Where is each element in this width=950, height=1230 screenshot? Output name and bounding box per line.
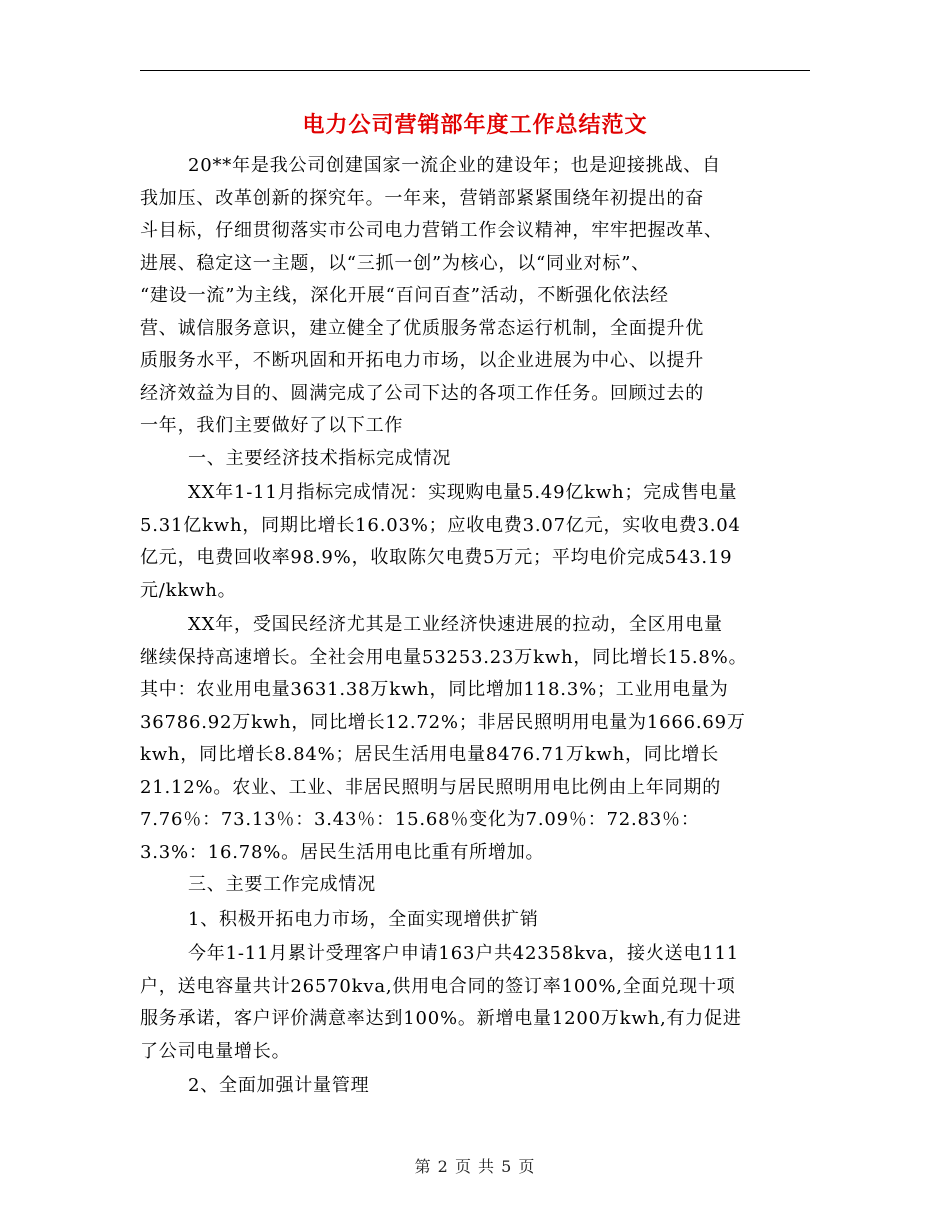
page-footer: 第 2 页 共 5 页 xyxy=(414,1157,536,1176)
body-line: 我加压、改革创新的探究年。一年来，营销部紧紧围绕年初提出的奋 xyxy=(140,187,704,209)
body-line: 元/kkwh。 xyxy=(140,579,237,601)
body-line: 亿元，电费回收率98.9%，收取陈欠电费5万元；平均电价完成543.19 xyxy=(140,547,733,568)
body-line: 5.31亿kwh，同期比增长16.03%；应收电费3.07亿元，实收电费3.04 xyxy=(140,514,741,536)
body-line: 36786.92万kwh，同比增长12.72%；非居民照明用电量为1666.69万 xyxy=(140,711,746,733)
body-line: 20**年是我公司创建国家一流企业的建设年；也是迎接挑战、自 xyxy=(188,155,721,176)
body-line: 7.76％：73.13％：3.43％：15.68％变化为7.09％：72.83％： xyxy=(140,809,700,830)
body-line: 其中：农业用电量3631.38万kwh，同比增加118.3%；工业用电量为 xyxy=(140,679,729,700)
body-line: XX年，受国民经济尤其是工业经济快速进展的拉动，全区用电量 xyxy=(188,614,723,635)
body-line: 3.3%：16.78%。居民生活用电比重有所增加。 xyxy=(140,841,545,863)
body-line: 进展、稳定这一主题，以“三抓一创”为核心，以“同业对标”、 xyxy=(140,252,651,274)
subsection-heading: 2、全面加强计量管理 xyxy=(188,1075,370,1096)
header-rule xyxy=(140,70,810,71)
body-line: 一年，我们主要做好了以下工作 xyxy=(140,415,404,436)
body-line: 经济效益为目的、圆满完成了公司下达的各项工作任务。回顾过去的 xyxy=(140,382,704,404)
body-line: 继续保持高速增长。全社会用电量53253.23万kwh，同比增长15.8%。 xyxy=(140,646,748,668)
body-line: 斗目标，仔细贯彻落实市公司电力营销工作会议精神，牢牢把握改革、 xyxy=(140,220,723,241)
body-line: 户，送电容量共计26570kva,供用电合同的签订率100%,全面兑现十项 xyxy=(140,975,736,997)
body-line: 21.12%。农业、工业、非居民照明与居民照明用电比例由上年同期的 xyxy=(140,776,722,798)
body-line: 了公司电量增长。 xyxy=(140,1040,291,1062)
body-line: 今年1-11月累计受理客户申请163户共42358kva，接火送电111 xyxy=(188,943,740,964)
body-line: 服务承诺，客户评价满意率达到100%。新增电量1200万kwh,有力促进 xyxy=(140,1008,742,1029)
body-line: XX年1-11月指标完成情况：实现购电量5.49亿kwh；完成售电量 xyxy=(188,482,738,503)
body-line: “建设一流”为主线，深化开展“百问百查”活动，不断强化依法经 xyxy=(140,285,669,306)
subsection-heading: 1、积极开拓电力市场，全面实现增供扩销 xyxy=(188,908,539,930)
section-heading: 三、主要工作完成情况 xyxy=(188,874,376,895)
body-line: kwh，同比增长8.84%；居民生活用电量8476.71万kwh，同比增长 xyxy=(140,744,720,765)
document-body xyxy=(140,150,810,1103)
document-title: 电力公司营销部年度工作总结范文 xyxy=(302,113,648,138)
body-line: 营、诚信服务意识，建立健全了优质服务常态运行机制，全面提升优 xyxy=(140,317,704,339)
body-line: 质服务水平，不断巩固和开拓电力市场，以企业进展为中心、以提升 xyxy=(140,350,704,371)
section-heading: 一、主要经济技术指标完成情况 xyxy=(188,447,452,469)
